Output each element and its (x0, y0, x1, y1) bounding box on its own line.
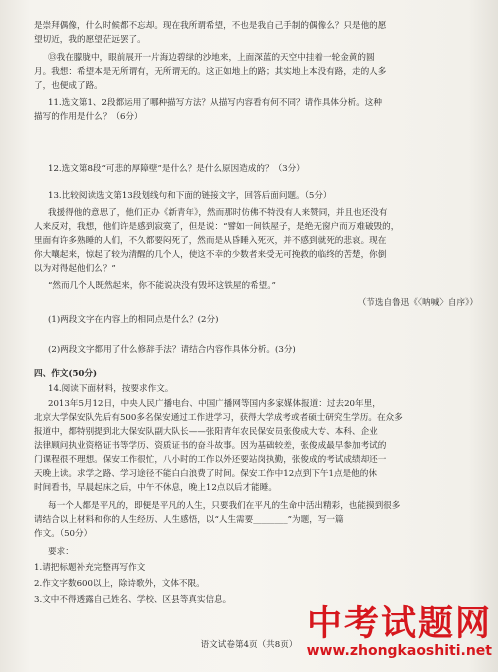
text-line: 月。我想：希望本是无所谓有，无所谓无的。这正如地上的路；其实地上本没有路，走的人多 (34, 67, 387, 77)
text-line: 2013年5月12日，中央人民广播电台、中国广播网等国内多家媒体报道：过去20年里， (48, 399, 381, 409)
text-line: 每一个人都是平凡的，即便是平凡的人生，只要我们在平凡的生命中活出精彩，也能摸到很多 (48, 501, 401, 511)
text-line: 法律顾问执业资格证书等学历、资质证书的奋斗故事。因为基础较差，张俊成最早参加考试的 (34, 441, 387, 451)
text-line: 天晚上读。求学之路、学习途径不能白白浪费了时间。保安工作中12点到下午1点是他的休 (34, 469, 377, 479)
question-13-2: (2)两段文字都用了什么修辞手法？请结合内容作具体分析。(3分) (48, 345, 296, 355)
text-line: “然而几个人既然起来，你不能说决没有毁坏这铁屋的希望。” (48, 281, 276, 291)
text-line: 了，也便成了路。 (34, 81, 103, 91)
text-line: 你大嚷起来，惊起了较为清醒的几个人，使这不幸的少数者来受无可挽救的临终的苦楚，你倒 (34, 250, 387, 260)
text-line: 我援得他的意思了，他们正办《新青年》，然而那时仿佛不特没有人来赞同，并且也还没有 (48, 208, 388, 218)
watermark-title: 中考试题网 (306, 604, 492, 644)
section-heading: 四、作文(50分) (34, 369, 98, 379)
text-line: 以为对得起他们么？” (34, 264, 116, 274)
text-line: 时间看书，早晨起床之后，中午不休息，晚上12点以后才能睡。 (34, 483, 277, 493)
question-12: 12.选文第8段“可悲的厚障壁”是什么？是什么原因造成的？（3分） (48, 164, 305, 174)
quote-source: （节选自鲁迅《〈呐喊〉自序》） (357, 298, 478, 308)
text-line: 人来反对，我想，他们许是感到寂寞了，但是说：“譬如一间铁屋子，是绝无窗户而万难破毁的， (34, 222, 400, 232)
requirement-2: 2.作文字数600以上，除诗歌外，文体不限。 (34, 579, 205, 589)
question-13-1: (1)两段文字在内容上的相同点是什么？(2分) (48, 315, 219, 325)
requirement-1: 1.请把标题补充完整再写作文 (34, 563, 146, 573)
requirements-heading: 要求： (48, 547, 74, 557)
text-line: 北京大学保安队先后有500多名保安通过工作进学习，获得大学成考或者硕士研究生学历。在众多 (34, 413, 403, 423)
watermark-logo (307, 605, 492, 659)
text-line: 门课程很不理想。保安工作很忙，八小时的工作以外还要站岗执勤，张俊成的考试成绩却还一 (34, 455, 387, 465)
watermark-url: www.zhongkaoshiti.net (306, 643, 492, 659)
page-footer: 语文试卷第4页（共8页） (200, 640, 298, 650)
text-line: 请结合以上材料和你的人生经历、人生感悟，以“人生需要________”为题，写一篇 (34, 515, 344, 525)
text-line: 报道中，都特别提到北大保安队副大队长——张阳青年农民保安员张俊成大专、本科、企业 (34, 427, 378, 437)
text-line: 是崇拜偶像，什么时候都不忘却。现在我所谓希望，不也是我自己手制的偶像么？只是他的愿 (34, 21, 387, 31)
text-line: ⑬我在朦胧中，眼前展开一片海边碧绿的沙地来，上面深蓝的天空中挂着一轮金黄的圆 (48, 53, 375, 63)
text-line: 作文。（50分） (34, 529, 93, 539)
question-14: 14.阅读下面材料，按要求作文。 (48, 384, 174, 394)
question-11: 11.选文第1、2段都运用了哪种描写方法？从描写内容看有何不同？请作具体分析。这种 (48, 98, 382, 108)
question-11-cont: 描写的作用是什么？（6分） (34, 112, 143, 122)
text-line: 望切近，我的愿望茫远罢了。 (34, 35, 146, 45)
text-line: 里面有许多熟睡的人们，不久都要闷死了，然而是从昏睡入死灭，并不感到就死的悲哀。现在 (34, 236, 387, 246)
requirement-3: 3.文中不得透露自己姓名、学校、区县等真实信息。 (34, 595, 232, 605)
question-13: 13.比较阅读选文第13段划线句和下面的链接文字，回答后面问题。（5分） (48, 191, 332, 201)
